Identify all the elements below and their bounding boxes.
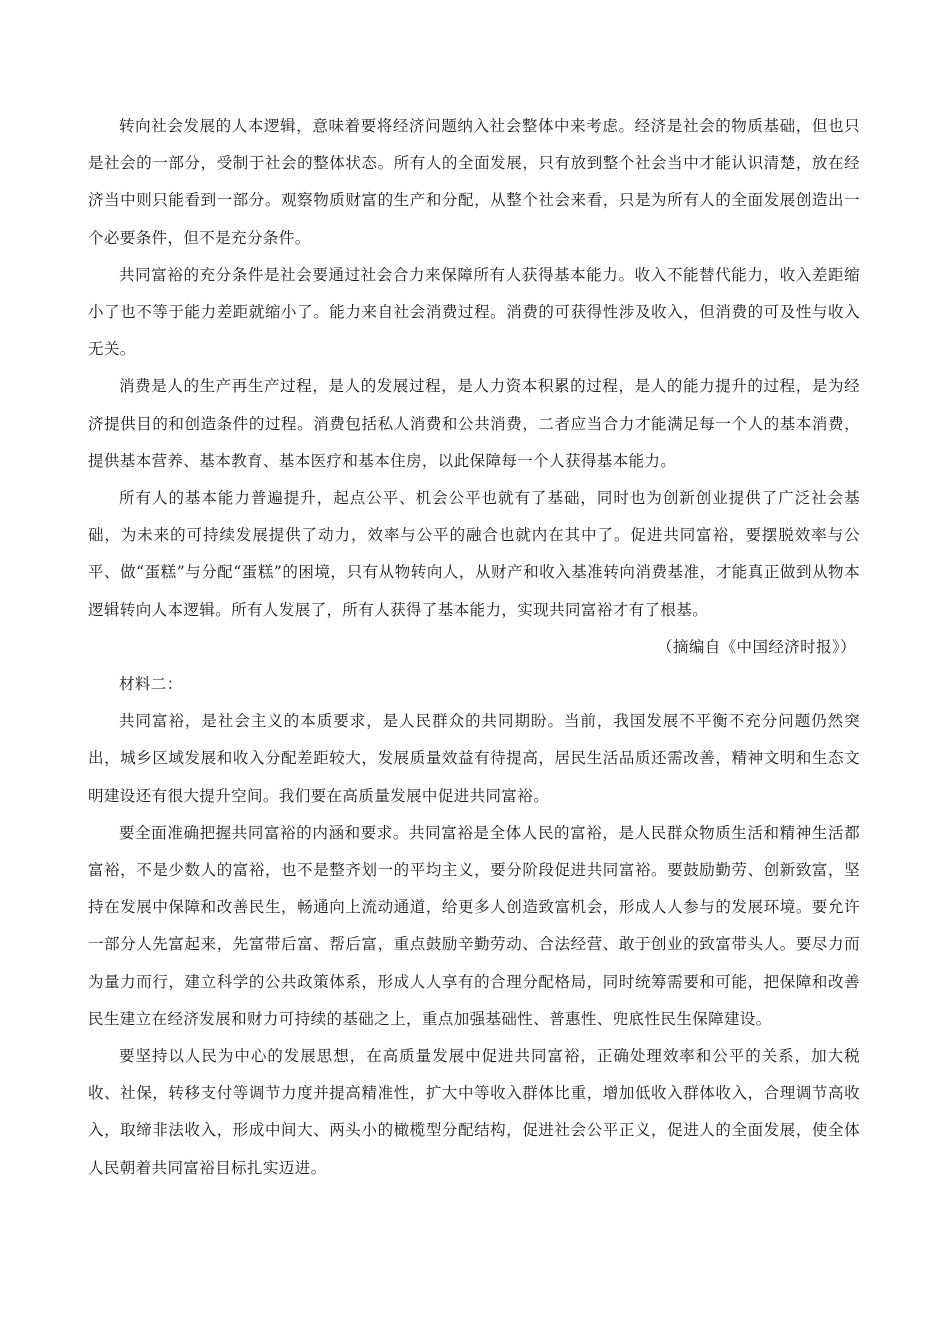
source-citation: （摘编自《中国经济时报》） <box>657 637 856 656</box>
paragraph-part1-1: 转向社会发展的人本逻辑，意味着要将经济问题纳入社会整体中来考虑。经济是社会的物质基础，但也只是社会的一部分，受制于社会的整体状态。所有人的全面发展，只有放到整个社会当中才能认识清楚，放在经济当中则只能看到一部分。观察物质财富的生产和分配，从整个社会来看，只是为所有人的全面发展创造出一个必要条件，但不是充分条件。 <box>88 117 860 247</box>
section-label-material-two: 材料二： <box>119 675 183 694</box>
paragraph-part2-3: 要坚持以人民为中心的发展思想，在高质量发展中促进共同富裕，正确处理效率和公平的关系，加大税收、社保，转移支付等调节力度并提高精准性，扩大中等收入群体比重，增加低收入群体收入，合理调节高收入，取缔非法收入，形成中间大、两头小的橄榄型分配结构，促进社会公平正义，促进人的全面发展，使全体人民朝着共同富裕目标扎实迈进。 <box>88 1047 860 1177</box>
paragraph-part1-4: 所有人的基本能力普遍提升，起点公平、机会公平也就有了基础，同时也为创新创业提供了广泛社会基础，为未来的可持续发展提供了动力，效率与公平的融合也就内在其中了。促进共同富裕，要摆脱效率与公平、做“蛋糕”与分配“蛋糕”的困境，只有从物转向人，从财产和收入基准转向消费基准，才能真正做到从物本逻辑转向人本逻辑。所有人发展了，所有人获得了基本能力，实现共同富裕才有了根基。 <box>88 489 860 619</box>
paragraph-part1-3: 消费是人的生产再生产过程，是人的发展过程，是人力资本积累的过程，是人的能力提升的过程，是为经济提供目的和创造条件的过程。消费包括私人消费和公共消费，二者应当合力才能满足每一个人的基本消费，提供基本营养、基本教育、基本医疗和基本住房，以此保障每一个人获得基本能力。 <box>88 377 860 470</box>
paragraph-part2-1: 共同富裕，是社会主义的本质要求，是人民群众的共同期盼。当前，我国发展不平衡不充分问题仍然突出，城乡区域发展和收入分配差距较大，发展质量效益有待提高，居民生活品质还需改善，精神文明和生态文明建设还有很大提升空间。我们要在高质量发展中促进共同富裕。 <box>88 712 860 805</box>
paragraph-part1-2: 共同富裕的充分条件是社会要通过社会合力来保障所有人获得基本能力。收入不能替代能力，收入差距缩小了也不等于能力差距就缩小了。能力来自社会消费过程。消费的可获得性涉及收入，但消费的可及性与收入无关。 <box>88 265 860 359</box>
paragraph-part2-2: 要全面准确把握共同富裕的内涵和要求。共同富裕是全体人民的富裕，是人民群众物质生活和精神生活都富裕，不是少数人的富裕，也不是整齐划一的平均主义，要分阶段促进共同富裕。要鼓励勤劳、创新致富，坚持在发展中保障和改善民生，畅通向上流动通道，给更多人创造致富机会，形成人人参与的发展环境。要允许一部分人先富起来，先富带后富、帮后富，重点鼓励辛勤劳动、合法经营、敢于创业的致富带头人。要尽力而为量力而行，建立科学的公共政策体系，形成人人享有的合理分配格局，同时统筹需要和可能，把保障和改善民生建立在经济发展和财力可持续的基础之上，重点加强基础性、普惠性、兜底性民生保障建设。 <box>88 823 860 1028</box>
document-page <box>88 108 860 1187</box>
